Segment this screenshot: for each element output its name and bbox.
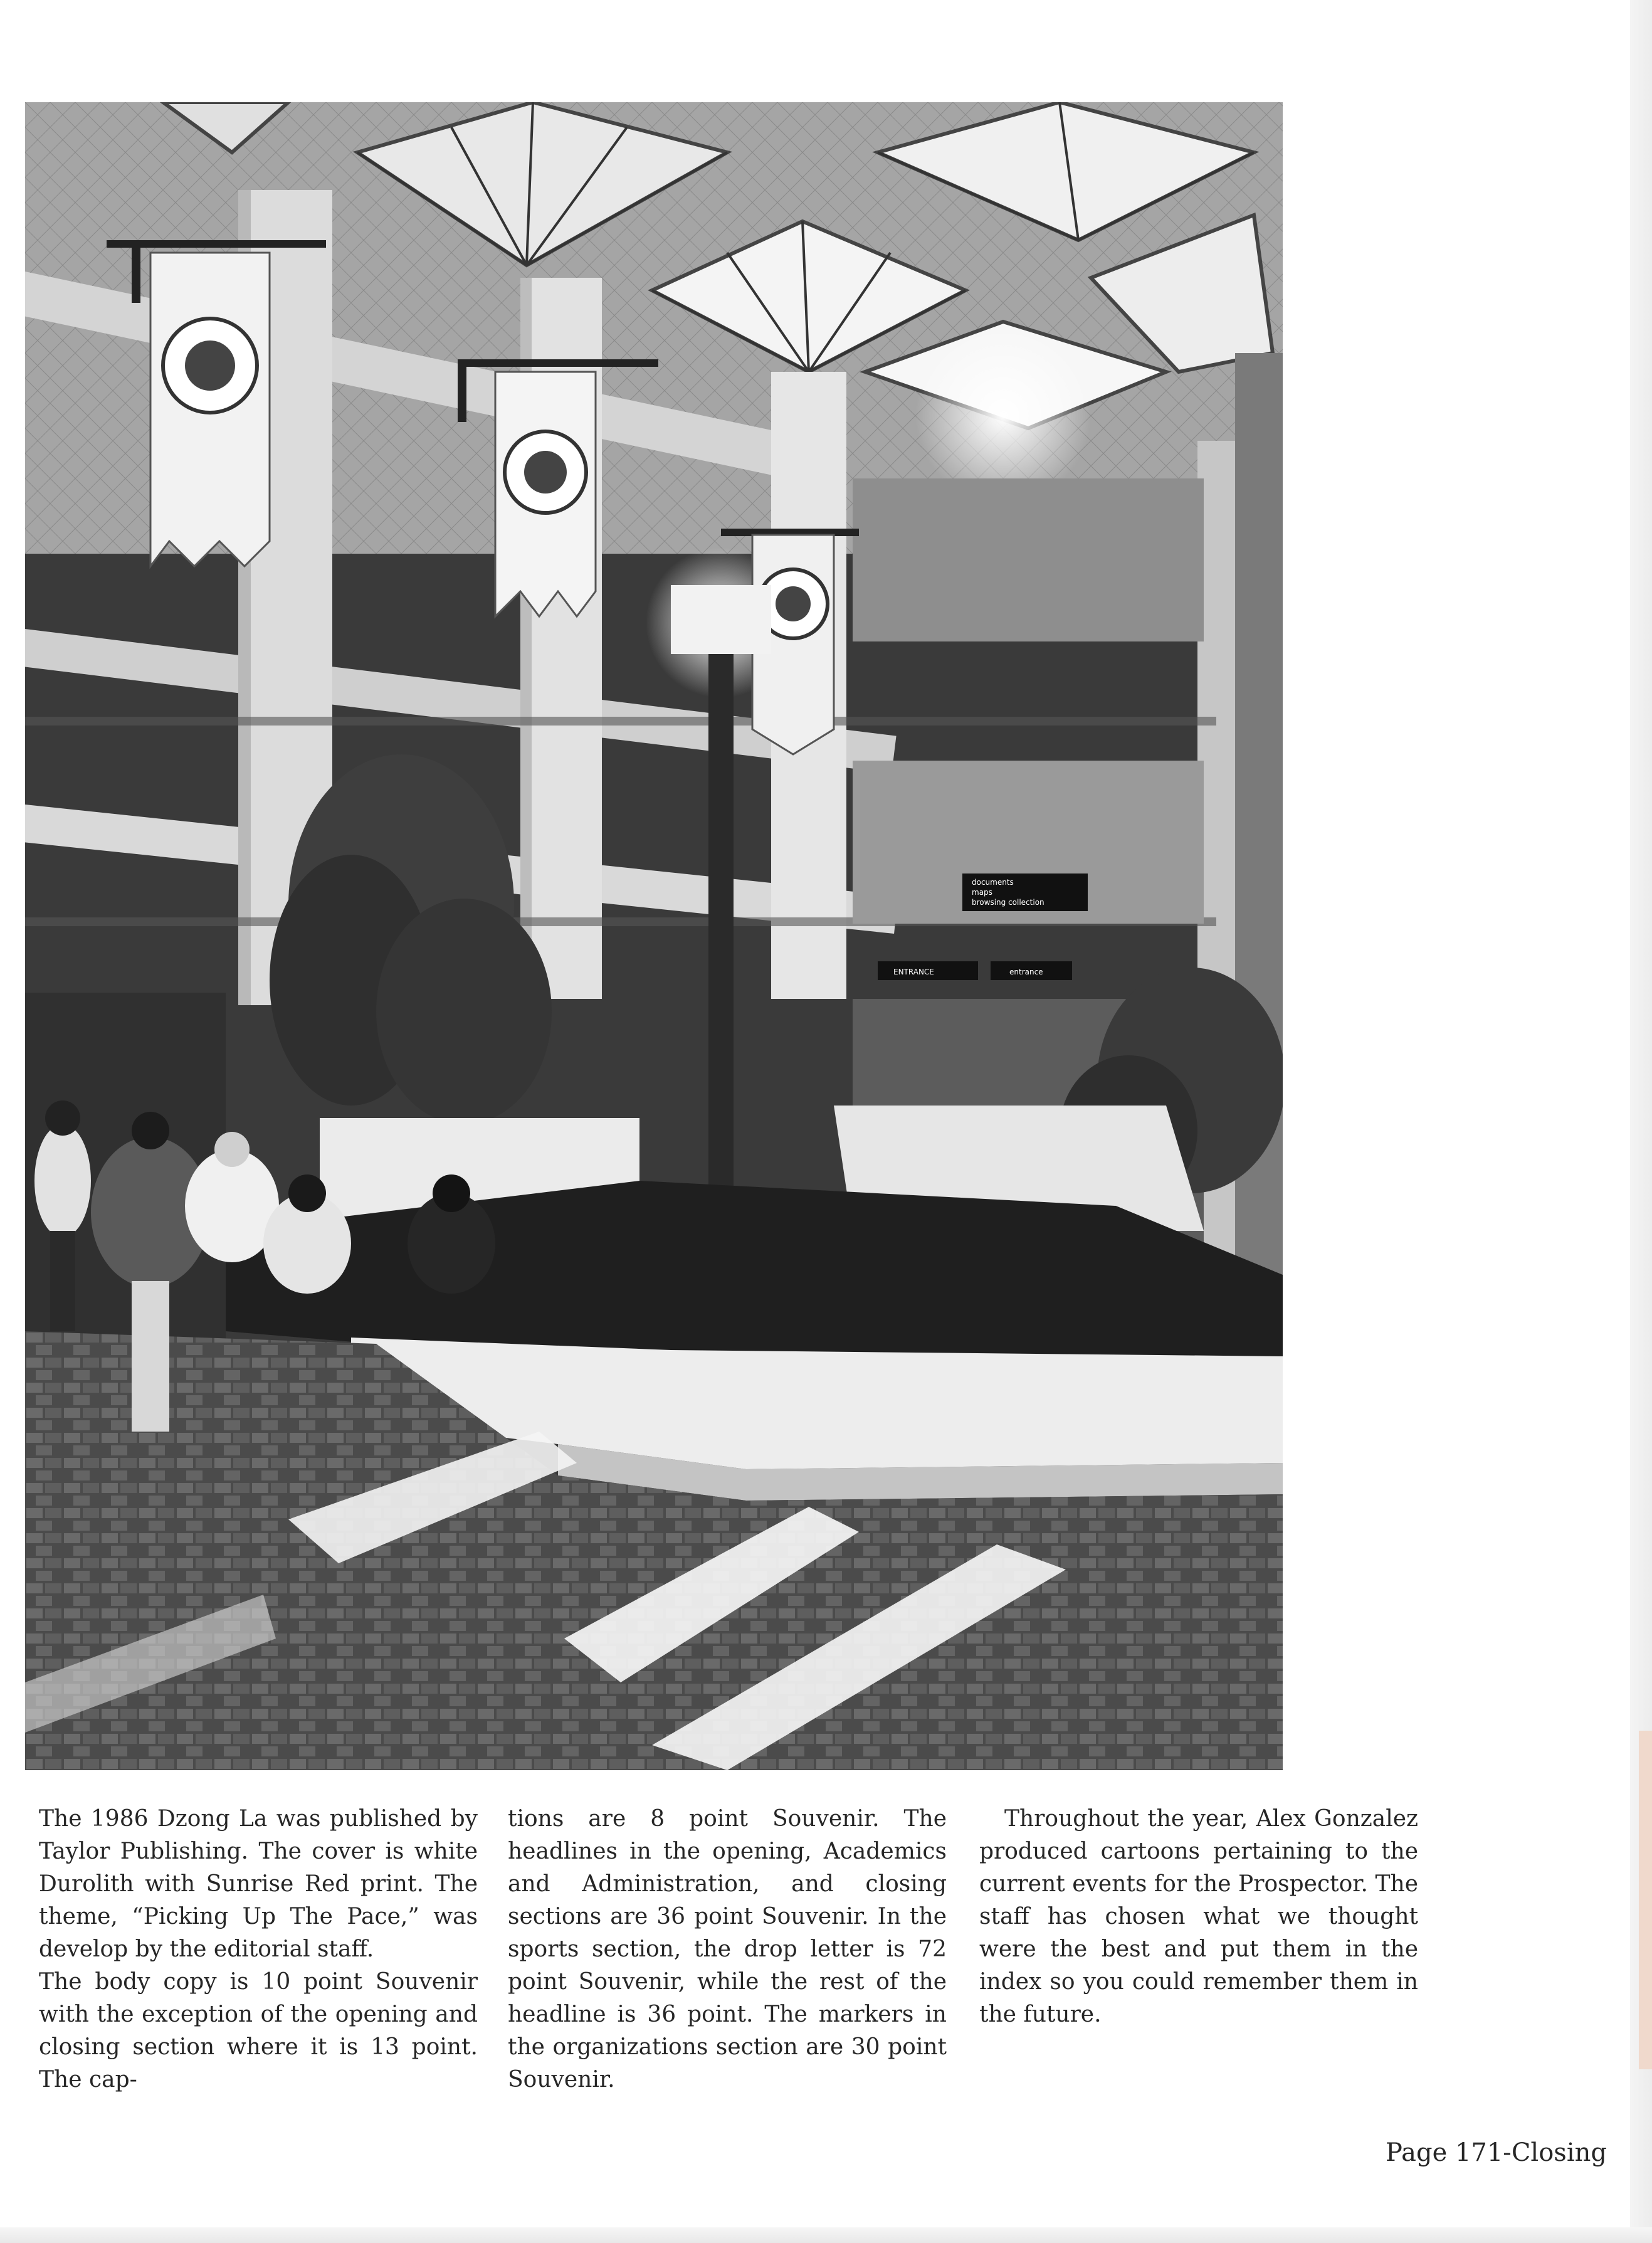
sign-line-1: documents bbox=[972, 878, 1014, 887]
page-tab-marker bbox=[1639, 1731, 1652, 2069]
page-number: Page 171-Closing bbox=[1386, 2138, 1607, 2167]
entrance-sign-left bbox=[878, 961, 978, 980]
svg-text:entrance: entrance bbox=[1009, 968, 1043, 976]
caption-col2-paragraph: tions are 8 point Souvenir. The headlines in the opening, Academics and Administration, and closing sections are 36 point Souvenir. In the sports section, the drop letter is 72 point Souvenir, while the rest of the headline is 36 point. The markers in the organizations section are 30 point Souvenir. bbox=[508, 1806, 947, 2093]
caption-column-1 bbox=[39, 1803, 478, 2096]
svg-text:ENTRANCE: ENTRANCE bbox=[893, 968, 934, 976]
sign-line-2: maps bbox=[972, 888, 992, 897]
caption-col1-paragraph-2: The body copy is 10 point Souvenir with the exception of the opening and closing section where it is 13 point. The cap- bbox=[39, 1969, 478, 2093]
caption-column-3 bbox=[979, 1803, 1418, 2031]
caption-col1-paragraph-1: The 1986 Dzong La was published by Taylor Publishing. The cover is white Durolith with Sunrise Red print. The theme, “Picking Up The Pace,” was develop by the editorial staff. bbox=[39, 1806, 478, 1962]
caption-column-2 bbox=[508, 1803, 947, 2096]
entrance-sign-right bbox=[991, 961, 1072, 980]
atrium-photo bbox=[25, 102, 1283, 1770]
directory-sign bbox=[962, 873, 1088, 911]
sign-line-3: browsing collection bbox=[972, 898, 1044, 907]
page-bottom-edge bbox=[0, 2227, 1652, 2243]
caption-col3-paragraph: Throughout the year, Alex Gonzalez produced cartoons pertaining to the current events for the Prospector. The staff has chosen what we thought were the best and put them in the index so you could remember them in the future. bbox=[979, 1806, 1418, 2027]
